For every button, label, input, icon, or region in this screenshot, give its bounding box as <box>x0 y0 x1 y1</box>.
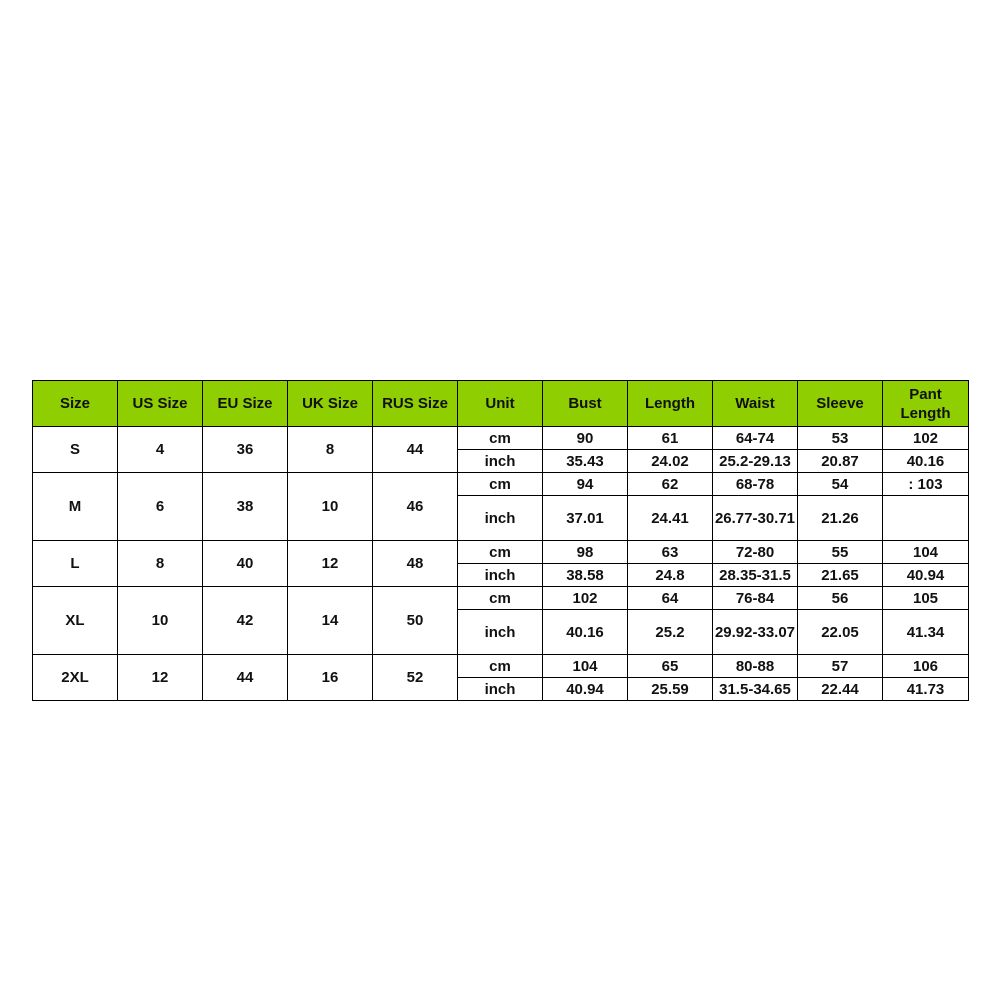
bust-cell: 94 <box>543 473 628 496</box>
header-rus-size: RUS Size <box>373 381 458 427</box>
header-waist: Waist <box>713 381 798 427</box>
bust-cell: 90 <box>543 427 628 450</box>
pant-length-cell: 104 <box>883 541 969 564</box>
length-cell: 62 <box>628 473 713 496</box>
size-cell: L <box>33 541 118 587</box>
waist-cell: 76-84 <box>713 587 798 610</box>
eu-size-cell: 44 <box>203 655 288 701</box>
header-us-size: US Size <box>118 381 203 427</box>
uk-size-cell: 16 <box>288 655 373 701</box>
bust-cell: 40.94 <box>543 678 628 701</box>
sleeve-cell: 21.65 <box>798 564 883 587</box>
unit-cell: cm <box>458 473 543 496</box>
sleeve-cell: 55 <box>798 541 883 564</box>
uk-size-cell: 14 <box>288 587 373 655</box>
pant-length-cell: 106 <box>883 655 969 678</box>
length-cell: 25.59 <box>628 678 713 701</box>
uk-size-cell: 12 <box>288 541 373 587</box>
length-cell: 24.02 <box>628 450 713 473</box>
us-size-cell: 4 <box>118 427 203 473</box>
table-row <box>33 541 969 564</box>
sleeve-cell: 56 <box>798 587 883 610</box>
table-row <box>33 587 969 610</box>
bust-cell: 35.43 <box>543 450 628 473</box>
length-cell: 61 <box>628 427 713 450</box>
rus-size-cell: 52 <box>373 655 458 701</box>
size-cell: XL <box>33 587 118 655</box>
rus-size-cell: 46 <box>373 473 458 541</box>
pant-length-cell: 40.16 <box>883 450 969 473</box>
us-size-cell: 6 <box>118 473 203 541</box>
size-cell: M <box>33 473 118 541</box>
header-row <box>33 381 969 427</box>
unit-cell: inch <box>458 496 543 541</box>
pant-length-cell: : 103 <box>883 473 969 496</box>
eu-size-cell: 42 <box>203 587 288 655</box>
header-pant-length: Pant Length <box>883 381 969 427</box>
sleeve-cell: 22.05 <box>798 610 883 655</box>
bust-cell: 102 <box>543 587 628 610</box>
length-cell: 63 <box>628 541 713 564</box>
sleeve-cell: 54 <box>798 473 883 496</box>
unit-cell: inch <box>458 678 543 701</box>
length-cell: 65 <box>628 655 713 678</box>
size-cell: 2XL <box>33 655 118 701</box>
pant-length-cell: 41.73 <box>883 678 969 701</box>
us-size-cell: 12 <box>118 655 203 701</box>
waist-cell: 72-80 <box>713 541 798 564</box>
waist-cell: 28.35-31.5 <box>713 564 798 587</box>
unit-cell: cm <box>458 541 543 564</box>
bust-cell: 38.58 <box>543 564 628 587</box>
header-unit: Unit <box>458 381 543 427</box>
sleeve-cell: 57 <box>798 655 883 678</box>
sleeve-cell: 20.87 <box>798 450 883 473</box>
length-cell: 24.8 <box>628 564 713 587</box>
header-length: Length <box>628 381 713 427</box>
header-bust: Bust <box>543 381 628 427</box>
waist-cell: 29.92-33.07 <box>713 610 798 655</box>
unit-cell: cm <box>458 427 543 450</box>
sleeve-cell: 22.44 <box>798 678 883 701</box>
bust-cell: 104 <box>543 655 628 678</box>
pant-length-cell: 40.94 <box>883 564 969 587</box>
rus-size-cell: 48 <box>373 541 458 587</box>
waist-cell: 64-74 <box>713 427 798 450</box>
bust-cell: 40.16 <box>543 610 628 655</box>
us-size-cell: 8 <box>118 541 203 587</box>
table-row <box>33 427 969 450</box>
pant-length-cell: 102 <box>883 427 969 450</box>
pant-length-cell: 41.34 <box>883 610 969 655</box>
us-size-cell: 10 <box>118 587 203 655</box>
table-row <box>33 473 969 496</box>
unit-cell: cm <box>458 587 543 610</box>
eu-size-cell: 36 <box>203 427 288 473</box>
header-size: Size <box>33 381 118 427</box>
header-sleeve: Sleeve <box>798 381 883 427</box>
length-cell: 24.41 <box>628 496 713 541</box>
eu-size-cell: 40 <box>203 541 288 587</box>
pant-length-cell <box>883 496 969 541</box>
unit-cell: cm <box>458 655 543 678</box>
waist-cell: 26.77-30.71 <box>713 496 798 541</box>
rus-size-cell: 50 <box>373 587 458 655</box>
waist-cell: 68-78 <box>713 473 798 496</box>
pant-length-cell: 105 <box>883 587 969 610</box>
rus-size-cell: 44 <box>373 427 458 473</box>
size-cell: S <box>33 427 118 473</box>
header-eu-size: EU Size <box>203 381 288 427</box>
unit-cell: inch <box>458 564 543 587</box>
waist-cell: 31.5-34.65 <box>713 678 798 701</box>
waist-cell: 25.2-29.13 <box>713 450 798 473</box>
table-row <box>33 655 969 678</box>
size-chart-table <box>32 380 969 701</box>
uk-size-cell: 10 <box>288 473 373 541</box>
waist-cell: 80-88 <box>713 655 798 678</box>
eu-size-cell: 38 <box>203 473 288 541</box>
unit-cell: inch <box>458 450 543 473</box>
unit-cell: inch <box>458 610 543 655</box>
sleeve-cell: 53 <box>798 427 883 450</box>
bust-cell: 98 <box>543 541 628 564</box>
length-cell: 64 <box>628 587 713 610</box>
sleeve-cell: 21.26 <box>798 496 883 541</box>
bust-cell: 37.01 <box>543 496 628 541</box>
uk-size-cell: 8 <box>288 427 373 473</box>
header-uk-size: UK Size <box>288 381 373 427</box>
length-cell: 25.2 <box>628 610 713 655</box>
